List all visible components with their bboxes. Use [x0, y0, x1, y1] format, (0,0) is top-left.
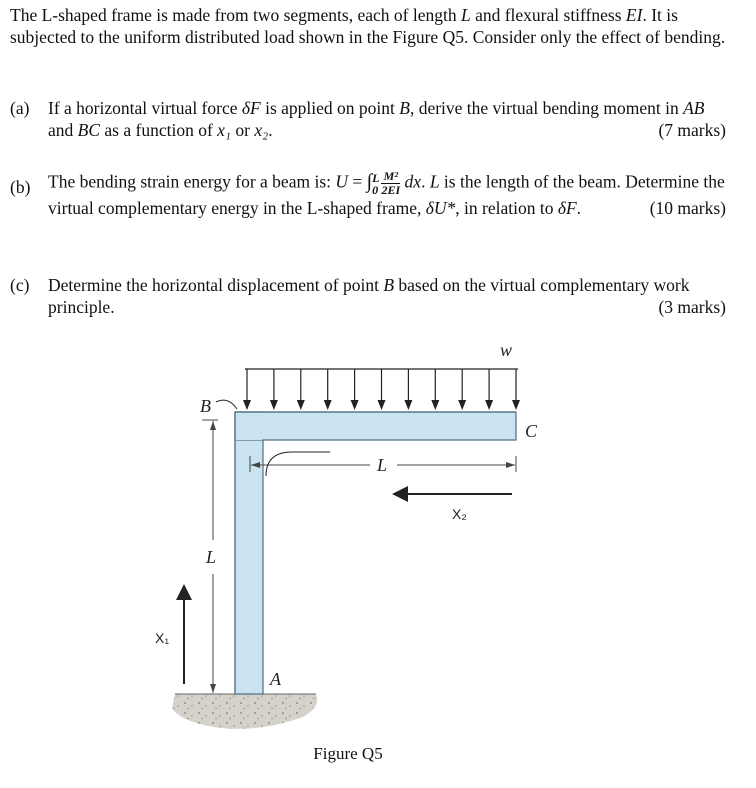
- symbol-delta-F: δF: [241, 98, 261, 118]
- symbol-delta-F: δF: [557, 198, 577, 218]
- integral-sign: ∫: [366, 170, 373, 193]
- part-a-text-7: .: [268, 120, 273, 140]
- dimension-L-horizontal: L: [377, 455, 388, 475]
- part-b-label: (b): [10, 177, 31, 197]
- intro-text-1: The L-shaped frame is made from two segments, each of length: [10, 5, 457, 25]
- part-a-text-6: or: [235, 120, 250, 140]
- load-arrowhead: [458, 400, 466, 410]
- part-a-text-3: , derive the virtual bending moment in: [409, 98, 679, 118]
- part-c-text-1: Determine the horizontal displacement of point: [48, 275, 379, 295]
- symbol-delta-U-star: δU*: [425, 198, 456, 218]
- figure-caption: Figure Q5: [313, 744, 383, 763]
- part-b-text-1: The bending strain energy for a beam is:: [48, 171, 331, 192]
- integral-upper-limit: L: [372, 170, 380, 185]
- part-b-text-2: .: [421, 171, 426, 192]
- part-a-text-2: is applied on point: [265, 98, 395, 118]
- symbol-B: B: [399, 98, 410, 118]
- point-B-label: B: [200, 396, 211, 416]
- symbol-L: L: [460, 5, 471, 25]
- load-arrowhead: [270, 400, 278, 410]
- symbol-x1: x₁: [217, 120, 232, 140]
- load-arrowhead: [404, 400, 412, 410]
- load-arrowhead: [243, 400, 251, 410]
- load-arrowhead: [512, 400, 520, 410]
- part-a-label: (a): [10, 98, 30, 118]
- part-b-text-3: is the length of the beam. Determine the virtual complementary energy in the L-shaped frame,: [48, 171, 725, 218]
- symbol-AB: AB: [683, 98, 705, 118]
- load-arrowhead: [431, 400, 439, 410]
- part-c-label: (c): [10, 275, 30, 295]
- symbol-U: U: [335, 171, 349, 192]
- part-b-marks: (10 marks): [649, 198, 726, 218]
- load-arrowhead: [485, 400, 493, 410]
- point-C-label: C: [525, 421, 538, 441]
- symbol-EI: EI: [625, 5, 643, 25]
- symbol-B: B: [383, 275, 395, 295]
- symbol-L: L: [429, 171, 440, 192]
- x2-label: X₂: [452, 506, 467, 522]
- load-arrowhead: [351, 400, 359, 410]
- load-arrowhead: [324, 400, 332, 410]
- part-a-text-4: and: [48, 120, 74, 140]
- load-arrowhead: [297, 400, 305, 410]
- part-a-marks: (7 marks): [658, 120, 726, 140]
- integral-lower-limit: 0: [372, 182, 379, 197]
- part-a-text-5: as a function of: [104, 120, 213, 140]
- part-a-text-1: If a horizontal virtual force: [48, 98, 238, 118]
- dimension-L-vertical: L: [206, 547, 217, 567]
- part-b-text-4: , in relation to: [455, 198, 554, 218]
- fraction-numerator: M²: [383, 169, 398, 183]
- part-c-marks: (3 marks): [658, 297, 726, 317]
- ground-support: [172, 694, 317, 729]
- intro-text-2: and flexural stiffness: [475, 5, 622, 25]
- equals-sign: =: [352, 171, 363, 192]
- symbol-dx: dx: [404, 171, 422, 192]
- fraction-denominator: 2EI: [381, 183, 401, 197]
- load-w-label: w: [500, 340, 513, 360]
- part-c-text-2: based on the virtual complementary work principle.: [48, 275, 690, 317]
- symbol-x2: x₂: [254, 120, 269, 140]
- member-AB: [235, 412, 263, 694]
- B-pointer: [216, 400, 237, 409]
- distributed-load-arrows: [243, 369, 520, 410]
- x1-label: X₁: [155, 630, 170, 646]
- part-b-text-5: .: [576, 198, 582, 218]
- member-BC: [235, 412, 516, 440]
- point-A-label: A: [270, 669, 281, 689]
- symbol-BC: BC: [77, 120, 101, 140]
- load-arrowhead: [378, 400, 386, 410]
- intro-text-3: . It is subjected to the uniform distributed load shown in the Figure Q5. Consider only the effect of bending.: [10, 5, 726, 47]
